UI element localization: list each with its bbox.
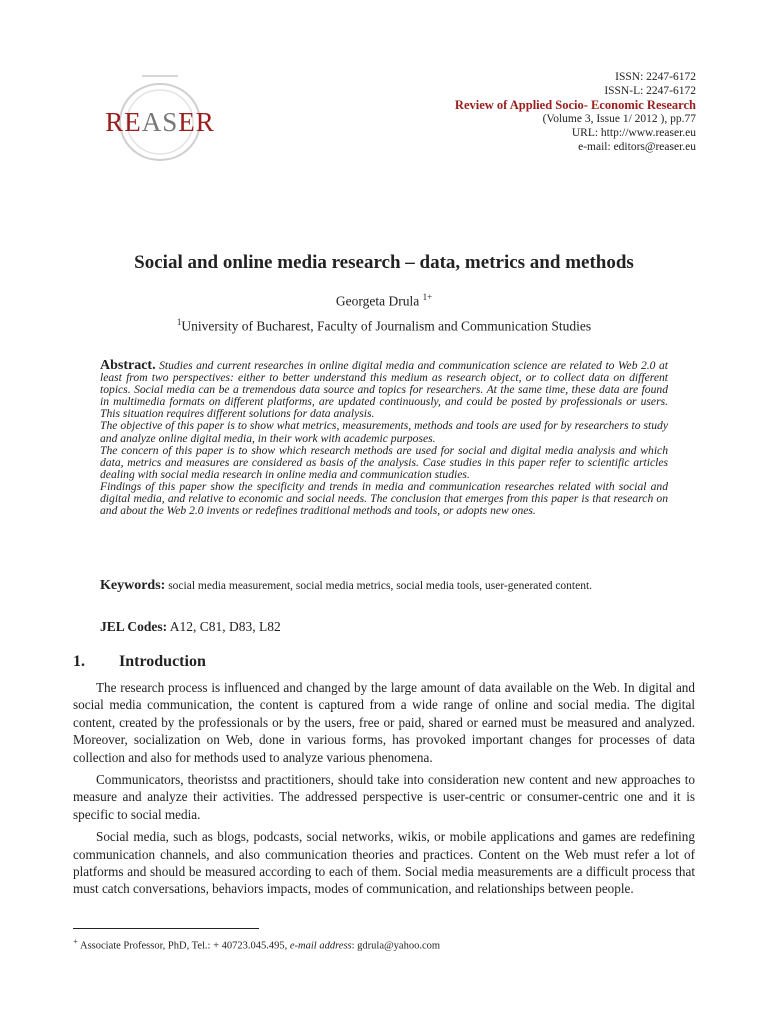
- reaser-logo: [80, 74, 240, 164]
- body-text: [73, 679, 695, 903]
- volume-info: (Volume 3, Issue 1/ 2012 ), pp.77: [542, 113, 696, 125]
- footnote-email-label: e-mail address: [289, 940, 352, 952]
- journal-name: Review of Applied Socio- Economic Research: [454, 98, 696, 112]
- author-sup: 1+: [422, 292, 433, 302]
- keywords: [100, 578, 700, 594]
- journal-url: URL: http://www.reaser.eu: [571, 127, 696, 139]
- abstract: [100, 360, 668, 517]
- logo-text-mid: AS: [141, 107, 179, 137]
- body-paragraph-2: Communicators, theoristss and practitioners, should take into consideration new content and new approaches to measure and analyze their activities. The addressed perspective is user-centric or consumer-centric one and it is specific to social media.: [73, 772, 695, 822]
- issn-l: ISSN-L: 2247-6172: [604, 85, 696, 97]
- logo-text-left: RE: [105, 107, 142, 137]
- journal-email: e-mail: editors@reaser.eu: [578, 141, 696, 153]
- keywords-text: social media measurement, social media metrics, social media tools, user-generated content.: [165, 580, 593, 592]
- jel-label: JEL Codes:: [100, 619, 168, 634]
- jel-text: A12, C81, D83, L82: [167, 619, 281, 634]
- abstract-p1: Studies and current researches in online digital media and communication science are related to Web 2.0 at least from two perspectives: either to better understand this medium as research object, or to collect data on different topics. Social media can be a tremendous data source and topics for researchers. At the same time, these data are found in multimedia formats on different platforms, are updated continuously, and could be posted by professionals or users. This situation requires different solutions for data analysis.: [100, 359, 668, 421]
- journal-header: [455, 70, 696, 154]
- paper-title: Social and online media research – data, metrics and methods: [134, 252, 634, 273]
- affiliation-sup: 1: [176, 317, 182, 327]
- affiliation-text: University of Bucharest, Faculty of Journalism and Communication Studies: [181, 318, 592, 334]
- footnote-email: : gdrula@yahoo.com: [351, 940, 441, 952]
- logo-wordmark: [90, 107, 230, 138]
- body-paragraph-3: Social media, such as blogs, podcasts, social networks, wikis, or mobile applications and games are redefining communication channels, and also communication theories and practices. Content on the Web must refer a lot of platforms and should be measured according to each of them. Social media measurements are a difficult process that must catch conversations, behaviors impacts, modes of communication, and relationships between people.: [73, 829, 695, 897]
- footnote-mark: +: [73, 936, 78, 946]
- section-title: Introduction: [119, 653, 206, 670]
- abstract-label: Abstract.: [100, 358, 156, 373]
- abstract-p3: The concern of this paper is to show which research methods are used for social and digital media analysis and which data, metrics and measures are considered as basis of the analysis. Case studies in this paper refer to scientific articles dealing with social media research in online media and communication studies.: [100, 443, 668, 481]
- section-heading: [73, 653, 206, 671]
- author: [0, 292, 768, 310]
- jel-codes: [100, 619, 281, 635]
- affiliation: [0, 317, 768, 335]
- footnote-text: Associate Professor, PhD, Tel.: + 40723.045.495,: [77, 940, 290, 952]
- author-name: Georgeta Drula: [335, 293, 423, 309]
- abstract-p2: The objective of this paper is to show what metrics, measurements, methods and tools are used for by researchers to study and analyze online digital media, in their work with academic purposes.: [100, 419, 668, 445]
- logo-text-right: ER: [178, 107, 215, 137]
- body-paragraph-1: The research process is influenced and changed by the large amount of data available on the Web. In digital and social media communication, the content is captured from a wide range of online and social media. The digital content, created by the professionals or by the users, free or paid, shared or earned must be measured and analyzed. Moreover, socialization on Web, done in various forms, has provoked important changes for processes of data collection and also for methods used to analyze various phenomena.: [73, 680, 695, 765]
- section-number: 1.: [73, 653, 85, 670]
- abstract-p4: Findings of this paper show the specificity and trends in media and communication researches related with social and digital media, and relative to economic and social needs. The conclusion that emerges from this paper is that research on and about the Web 2.0 invents or redefines traditional methods and tools, or adopts new ones.: [100, 479, 668, 518]
- keywords-label: Keywords:: [100, 578, 166, 593]
- footnote: [73, 936, 440, 952]
- footnote-rule: [73, 928, 259, 929]
- issn: ISSN: 2247-6172: [615, 71, 696, 83]
